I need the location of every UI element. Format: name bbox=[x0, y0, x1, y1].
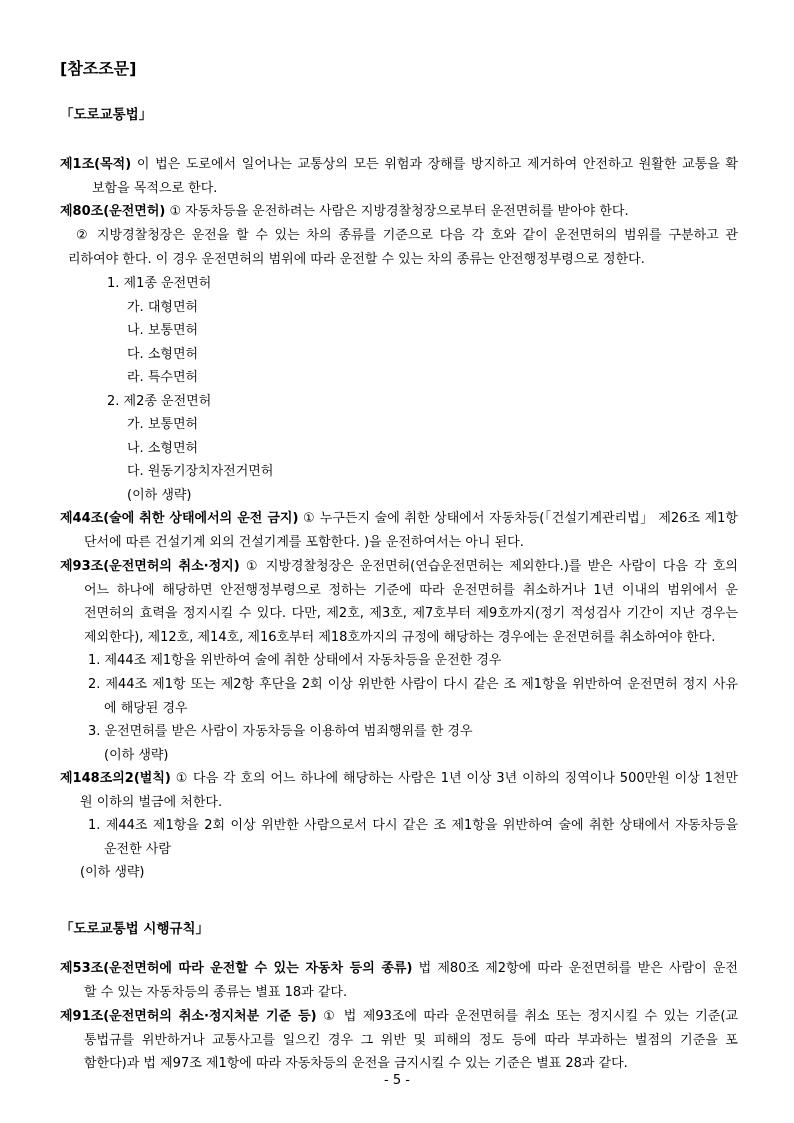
article-head: 제53조(운전면허에 따라 운전할 수 있는 자동차 등의 종류) bbox=[60, 961, 413, 976]
page-heading: [참조조문] bbox=[60, 59, 137, 78]
article-head: 제91조(운전면허의 취소·정지처분 기준 등) bbox=[60, 1009, 317, 1024]
law-title: 「도로교통법」 bbox=[60, 107, 153, 123]
list-item: 나. 소형면허 bbox=[127, 441, 199, 456]
list-item: 에 해당된 경우 bbox=[104, 701, 188, 716]
list-item: 3. 운전면허를 받은 사람이 자동차등을 이용하여 범죄행위를 한 경우 bbox=[88, 724, 473, 739]
list-item: 나. 보통면허 bbox=[127, 323, 199, 338]
article-1: 제1조(목적) 이 법은 도로에서 일어나는 교통상의 모든 위험과 장해를 방지하고 제거하여 안전하고 원활한 교통을 확 bbox=[60, 157, 738, 172]
article-head: 제1조(목적) bbox=[60, 157, 132, 172]
list-item: 다. 원동기장치자전거면허 bbox=[127, 464, 274, 479]
list-item: 1. 제44조 제1항을 위반하여 술에 취한 상태에서 자동차등을 운전한 경우 bbox=[88, 653, 502, 668]
law-title: 「도로교통법 시행규칙」 bbox=[60, 921, 210, 937]
article-head: 제80조(운전면허) bbox=[60, 204, 166, 219]
list-item: 1. 제44조 제1항을 2회 이상 위반한 사람으로서 다시 같은 조 제1항을 위반하여 술에 취한 상태에서 자동차등을 bbox=[88, 818, 738, 833]
list-item: 운전한 사람 bbox=[104, 842, 171, 857]
list-item: 1. 제1종 운전면허 bbox=[107, 276, 212, 291]
omitted-note: (이하 생략) bbox=[127, 488, 192, 503]
article-text: 리하여야 한다. 이 경우 운전면허의 범위에 따라 운전할 수 있는 차의 종류는 안전행정부령으로 정한다. bbox=[68, 252, 645, 267]
article-80: 제80조(운전면허) ① 자동차등을 운전하려는 사람은 지방경찰청장으로부터 운전면허를 받아야 한다. bbox=[60, 204, 629, 219]
list-item: 가. 대형면허 bbox=[127, 300, 199, 315]
list-item: 라. 특수면허 bbox=[127, 370, 199, 385]
article-head: 제148조의2(벌칙) bbox=[60, 771, 171, 786]
article-text: 보함을 목적으로 한다. bbox=[92, 181, 218, 196]
article-text: 함한다)과 법 제97조 제1항에 따라 자동차등의 운전을 금지시킬 수 있는 기준은 별표 28과 같다. bbox=[84, 1056, 628, 1071]
article-148-2: 제148조의2(벌칙) ① 다음 각 호의 어느 하나에 해당하는 사람은 1년 이상 3년 이하의 징역이나 500만원 이상 1천만 bbox=[60, 771, 738, 786]
article-text: 전면허의 효력을 정지시킬 수 있다. 다만, 제2호, 제3호, 제7호부터 제9호까지(정기 적성검사 기간이 지난 경우는 bbox=[84, 606, 738, 621]
article-53: 제53조(운전면허에 따라 운전할 수 있는 자동차 등의 종류) 법 제80조 제2항에 따라 운전면허를 받은 사람이 운전 bbox=[60, 961, 738, 976]
page-number: - 5 - bbox=[384, 1073, 410, 1088]
article-text: ② 지방경찰청장은 운전을 할 수 있는 차의 종류를 기준으로 다음 각 호와 같이 운전면허의 범위를 구분하고 관 bbox=[76, 228, 738, 243]
list-item: 2. 제44조 제1항 또는 제2항 후단을 2회 이상 위반한 사람이 다시 같은 조 제1항을 위반하여 운전면허 정지 사유 bbox=[88, 677, 738, 692]
article-text: 통법규를 위반하거나 교통사고를 일으킨 경우 그 위반 및 피해의 정도 등에 따라 부과하는 벌점의 기준을 포 bbox=[84, 1033, 738, 1048]
article-93: 제93조(운전면허의 취소·정지) ① 지방경찰청장은 운전면허(연습운전면허는 제외한다.)를 받은 사람이 다음 각 호의 bbox=[60, 559, 738, 574]
article-head: 제93조(운전면허의 취소·정지) bbox=[60, 559, 240, 574]
article-text: 단서에 따른 건설기계 외의 건설기계를 포함한다. )을 운전하여서는 아니 된다. bbox=[84, 535, 524, 550]
list-item: 가. 보통면허 bbox=[127, 417, 199, 432]
list-item: 2. 제2종 운전면허 bbox=[107, 394, 212, 409]
article-text: 어느 하나에 해당하면 안전행정부령으로 정하는 기준에 따라 운전면허를 취소하거나 1년 이내의 범위에서 운 bbox=[84, 583, 738, 598]
article-91: 제91조(운전면허의 취소·정지처분 기준 등) ① 법 제93조에 따라 운전면허를 취소 또는 정지시킬 수 있는 기준(교 bbox=[60, 1009, 738, 1024]
list-item: 다. 소형면허 bbox=[127, 347, 199, 362]
article-text: 제외한다), 제12호, 제14호, 제16호부터 제18호까지의 규정에 해당하는 경우에는 운전면허를 취소하여야 한다. bbox=[84, 630, 716, 645]
omitted-note: (이하 생략) bbox=[80, 865, 145, 880]
article-text: 할 수 있는 자동차등의 종류는 별표 18과 같다. bbox=[84, 985, 348, 1000]
omitted-note: (이하 생략) bbox=[104, 748, 169, 763]
article-text: 원 이하의 벌금에 처한다. bbox=[80, 795, 223, 810]
article-head: 제44조(술에 취한 상태에서의 운전 금지) bbox=[60, 511, 299, 526]
article-44: 제44조(술에 취한 상태에서의 운전 금지) ① 누구든지 술에 취한 상태에서 자동차등(「건설기계관리법」 제26조 제1항 bbox=[60, 511, 738, 526]
